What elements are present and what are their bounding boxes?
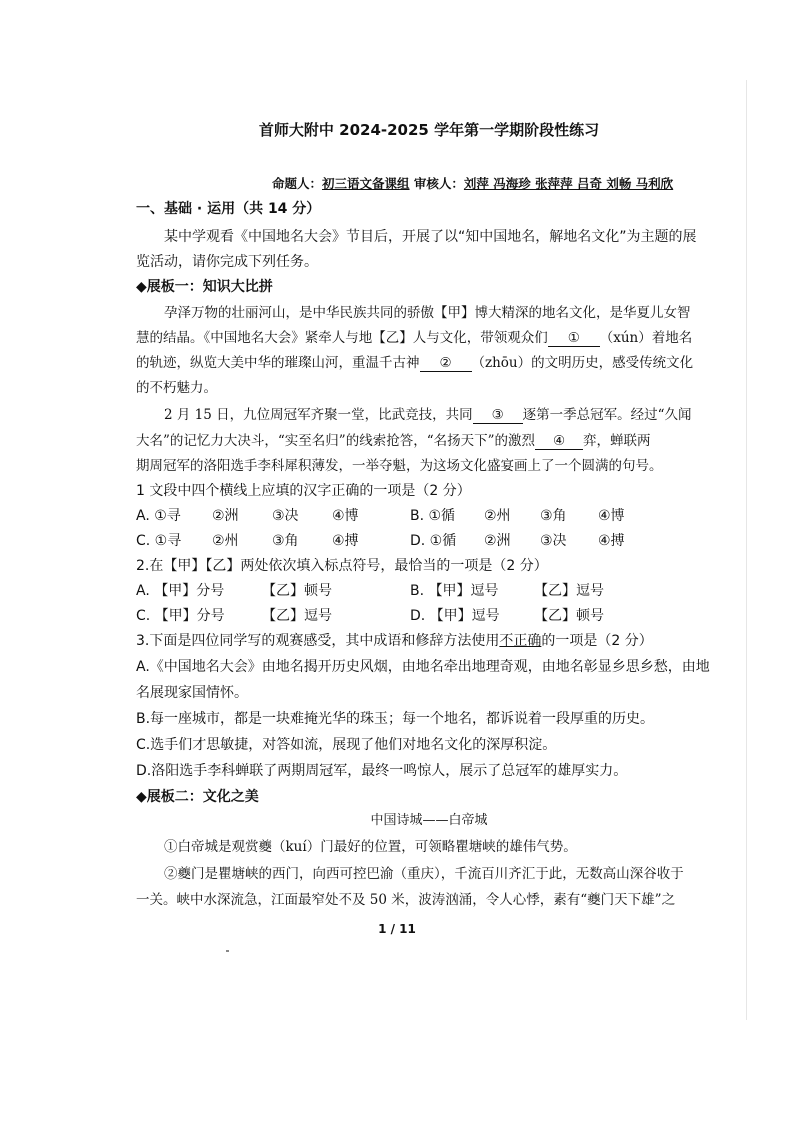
- q3-stem-tail: 的一项是（2 分）: [541, 633, 653, 649]
- board1-p2-line1: [164, 405, 724, 425]
- board2-subtitle: 中国诗城——白帝城: [370, 813, 488, 828]
- section1-intro-line1: 某中学观看《中国地名大会》节目后，开展了以“知中国地名，解地名文化”为主题的展: [164, 229, 697, 245]
- board1-p2-line2-tail: 弈，蝉联两: [583, 433, 651, 449]
- q3-option-d: D.洛阳选手李科蝉联了两期周冠军，最终一鸣惊人，展示了总冠军的雄厚实力。: [136, 763, 628, 779]
- board1-heading: ◆展板一：知识大比拼: [136, 279, 273, 295]
- q1-b-4: ④博: [598, 508, 625, 524]
- blank-4: ④: [535, 433, 583, 450]
- scan-edge: [746, 80, 747, 1020]
- section1-heading: 一、基础 · 运用（共 14 分）: [136, 201, 321, 217]
- board1-p2-line1-tail: 逐第一季总冠军。经过“久闻: [522, 407, 692, 423]
- board2-p2-line1: ②夔门是瞿塘峡的西门，向西可控巴渝（重庆），千流百川齐汇于此，无数高山深谷收于: [164, 866, 684, 882]
- q1-c-1: C. ①寻: [136, 533, 182, 549]
- blank-3: ③: [473, 407, 523, 424]
- q1-b-2: ②州: [484, 508, 511, 524]
- board1-p2-line1-text: 2 月 15 日，九位周冠军齐聚一堂，比武竞技，共同: [164, 407, 473, 423]
- board1-p2-line2: [136, 431, 722, 451]
- q1-b-1: B. ①循: [410, 508, 456, 524]
- reviewers-label: 审核人：: [413, 176, 464, 191]
- board1-p1-line3: [136, 353, 722, 373]
- q1-a-4: ④博: [332, 508, 359, 524]
- board2-p2-line2: 一关。峡中水深流急，江面最窄处不及 50 米，波涛汹涌，令人心悸，素有“夔门天下雄”之: [136, 892, 676, 908]
- q3-option-b: B.每一座城市，都是一块难掩光华的珠玉；每一个地名，都诉说着一段厚重的历史。: [136, 711, 655, 727]
- q3-option-a-line2: 名展现家国情怀。: [136, 685, 248, 701]
- board1-p2-line2-text: 大名”的记忆力大决斗，“实至名归”的线索抢答，“名扬天下”的激烈: [136, 433, 536, 449]
- section1-intro-line2: 览活动，请你完成下列任务。: [136, 254, 318, 270]
- blank-2: ②: [420, 355, 472, 372]
- authors-row: [272, 174, 752, 194]
- board2-heading: ◆展板二：文化之美: [136, 789, 259, 805]
- blank-1: ①: [548, 330, 600, 347]
- q1-c-3: ③角: [272, 533, 299, 549]
- q2-d-1: D. 【甲】逗号: [410, 608, 500, 624]
- board1-p1-line2-tail: （xún）着地名: [599, 330, 693, 346]
- q3-option-a-line1: A.《中国地名大会》由地名揭开历史风烟，由地名牵出地理奇观，由地名彰显乡思乡愁，由地: [136, 659, 710, 675]
- q3-stem-text: 3.下面是四位同学写的观赛感受，其中成语和修辞方法使用: [136, 633, 500, 649]
- board1-p1-line4: 的不朽魅力。: [136, 380, 217, 396]
- q2-d-2: 【乙】顿号: [534, 608, 604, 624]
- q1-a-3: ③决: [272, 508, 299, 524]
- q1-stem: 1 文段中四个横线上应填的汉字正确的一项是（2 分）: [136, 483, 471, 499]
- q1-d-2: ②洲: [484, 533, 511, 549]
- q1-d-1: D. ①循: [410, 533, 457, 549]
- scan-speck: [226, 950, 229, 952]
- authors: 初三语文备课组: [322, 176, 410, 191]
- q2-a-1: A. 【甲】分号: [136, 583, 225, 599]
- q2-b-2: 【乙】逗号: [534, 583, 604, 599]
- board1-p1-line2-text: 慧的结晶。《中国地名大会》紧牵人与地【乙】人与文化，带领观众们: [136, 330, 548, 346]
- board1-p1-line1: 孕泽万物的壮丽河山，是中华民族共同的骄傲【甲】博大精深的地名文化，是华夏儿女智: [164, 305, 691, 321]
- board1-p2-line3: 期周冠军的洛阳选手李科犀积薄发，一举夺魁，为这场文化盛宴画上了一个圆满的句号。: [136, 458, 663, 474]
- q1-a-2: ②洲: [212, 508, 239, 524]
- q2-c-2: 【乙】逗号: [262, 608, 332, 624]
- q3-stem: [136, 631, 722, 651]
- q1-a-1: A. ①寻: [136, 508, 181, 524]
- authors-label: 命题人：: [272, 176, 323, 191]
- board1-p1-line2: [136, 328, 722, 348]
- q2-a-2: 【乙】顿号: [262, 583, 332, 599]
- q1-c-4: ④搏: [332, 533, 359, 549]
- q3-stem-underlined: 不正确: [499, 633, 542, 649]
- board1-p1-line3-tail: （zhōu）的文明历史，感受传统文化: [471, 355, 694, 371]
- q1-c-2: ②州: [212, 533, 239, 549]
- q3-option-c: C.选手们才思敏捷，对答如流，展现了他们对地名文化的深厚积淀。: [136, 737, 557, 753]
- q2-stem: 2.在【甲】【乙】两处依次填入标点符号，最恰当的一项是（2 分）: [136, 558, 548, 574]
- board2-p1: ①白帝城是观赏夔（kuí）门最好的位置，可领略瞿塘峡的雄伟气势。: [164, 839, 577, 855]
- q2-c-1: C. 【甲】分号: [136, 608, 225, 624]
- page-number: 1 / 11: [378, 922, 416, 936]
- q1-d-3: ③决: [540, 533, 567, 549]
- q1-b-3: ③角: [540, 508, 567, 524]
- page-title: 首师大附中 2024-2025 学年第一学期阶段性练习: [258, 121, 600, 139]
- q1-d-4: ④搏: [598, 533, 625, 549]
- reviewers: 刘萍 冯海珍 张萍萍 吕奇 刘畅 马利欣: [463, 176, 674, 191]
- q2-b-1: B. 【甲】逗号: [410, 583, 499, 599]
- board1-p1-line3-text: 的轨迹，纵览大美中华的璀璨山河，重温千古神: [136, 355, 420, 371]
